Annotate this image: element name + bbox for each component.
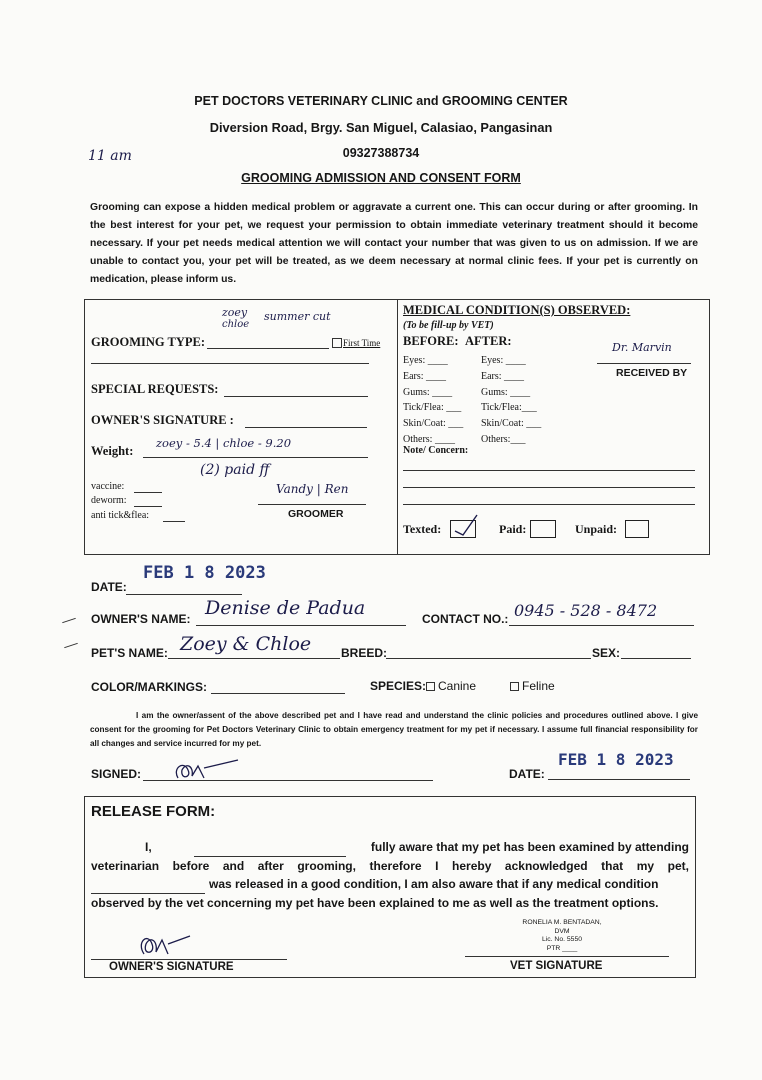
canine-checkbox[interactable] <box>426 682 435 691</box>
groomer-line[interactable] <box>258 503 366 505</box>
owner-name-label: OWNER'S NAME: <box>91 612 191 626</box>
date-line[interactable] <box>126 593 242 595</box>
release-line-4: observed by the vet concerning my pet have been explained to me as well as the treatment options. <box>91 895 659 910</box>
release-title: RELEASE FORM: <box>91 803 216 820</box>
owner-signature-mark <box>168 756 248 786</box>
grooming-type-label: GROOMING TYPE: <box>91 335 206 349</box>
groomer-label: GROOMER <box>288 508 344 520</box>
owner-signature-release-label: OWNER'S SIGNATURE <box>109 961 234 973</box>
vet-ptr: PTR ____ <box>546 944 578 952</box>
note-line-1[interactable] <box>403 469 695 471</box>
medical-title: MEDICAL CONDITION(S) OBSERVED: <box>403 303 631 317</box>
clinic-address: Diversion Road, Brgy. San Miguel, Calasiao, Pangasinan <box>209 120 553 135</box>
after-checks <box>481 353 541 448</box>
received-by-value: Dr. Marvin <box>612 341 672 354</box>
color-line[interactable] <box>211 692 345 694</box>
contact-label: CONTACT NO.: <box>422 612 509 626</box>
weight-label: Weight: <box>91 444 134 458</box>
release-line-3: was released in a good condition, I am also aware that if any medical condition <box>91 875 689 894</box>
unpaid-label: Unpaid: <box>575 522 618 536</box>
deworm-label: deworm: <box>91 495 127 506</box>
after-eyes[interactable]: Eyes: ____ <box>481 355 526 366</box>
weight-line[interactable] <box>143 456 368 458</box>
before-ears[interactable]: Ears: ____ <box>403 370 447 382</box>
vet-lic: Lic. No. 5550 <box>541 936 583 943</box>
note-line-3[interactable] <box>403 503 695 505</box>
clinic-phone: 09327388734 <box>342 146 420 160</box>
texted-label: Texted: <box>403 522 442 536</box>
owner-name-value: Denise de Padua <box>205 597 366 619</box>
clinic-name: PET DOCTORS VETERINARY CLINIC and GROOMING CENTER <box>194 94 568 108</box>
pet-name-label: PET'S NAME: <box>91 646 168 660</box>
after-skin[interactable]: Skin/Coat: ___ <box>481 418 542 430</box>
unpaid-checkbox[interactable] <box>625 520 649 538</box>
anti-tick-line[interactable] <box>163 520 185 522</box>
vet-stamp <box>514 919 610 953</box>
release-line-1: I, fully aware that my pet has been examined by attending <box>91 838 689 857</box>
texted-checkbox[interactable] <box>450 520 476 538</box>
sex-line[interactable] <box>621 657 691 659</box>
pet-name-line[interactable] <box>168 657 340 659</box>
date-label: DATE: <box>91 580 127 594</box>
breed-label: BREED: <box>341 646 388 660</box>
note-label: Note/ Concern: <box>403 445 469 456</box>
release-owner-name-line[interactable] <box>194 838 346 857</box>
intro-paragraph: Grooming can expose a hidden medical problem or aggravate a current one. This can occur during or after grooming. In the best interest for your pet, we request your permission to obtain immediate veterinary treatment should it become necessary. If your pet needs medical attention we will contact your number that was given to us on admission. If we are unable to contact you, your pet will be treated, as we deem necessary at normal clinic fees. If your pet is currently on medication, please inform us. <box>90 202 698 285</box>
color-label: COLOR/MARKINGS: <box>91 680 207 694</box>
special-requests-label: SPECIAL REQUESTS: <box>91 382 219 396</box>
special-requests-line[interactable] <box>224 395 368 397</box>
consent-paragraph: I am the owner/assent of the above described pet and I have read and understand the clinic policies and procedures outlined above. I give consent for the grooming for Pet Doctors Veterinary Clinic to obtain emergency treatment for my pet if necessary. I assume full financial responsibility for all changes and service incurred for my pet. <box>90 711 698 748</box>
groomer-name: Vandy | Ren <box>276 482 349 496</box>
after-ears[interactable]: Ears: ____ <box>481 370 525 382</box>
feline-checkbox[interactable] <box>510 682 519 691</box>
paid-note: (2) paid ff <box>200 462 270 478</box>
vet-signature-label: VET SIGNATURE <box>510 960 603 972</box>
owner-name-line[interactable] <box>196 624 406 626</box>
after-gums[interactable]: Gums: ____ <box>481 386 531 398</box>
box-divider <box>397 300 398 554</box>
before-gums[interactable]: Gums: ____ <box>403 386 453 398</box>
canine-option[interactable]: Canine <box>426 679 476 693</box>
handwritten-time: 11 am <box>88 148 132 164</box>
before-others[interactable]: Others: ____ <box>403 433 455 445</box>
grooming-type-value-cut: summer cut <box>264 310 331 323</box>
after-others[interactable]: Others:___ <box>481 433 526 445</box>
owner-signature-release-line[interactable] <box>91 958 287 960</box>
sex-label: SEX: <box>592 646 621 660</box>
note-line-2[interactable] <box>403 486 695 488</box>
contact-value: 0945 - 528 - 8472 <box>514 601 658 620</box>
release-paragraph <box>91 838 689 912</box>
release-pet-name-line[interactable] <box>91 875 205 894</box>
breed-line[interactable] <box>386 657 591 659</box>
pet-name-value: Zoey & Chloe <box>180 633 312 655</box>
date-stamp: FEB 1 8 2023 <box>143 563 266 583</box>
anti-tick-label: anti tick&flea: <box>91 510 150 521</box>
owner-signature-label: OWNER'S SIGNATURE : <box>91 413 234 427</box>
weight-value: zoey - 5.4 | chloe - 9.20 <box>156 436 292 450</box>
grooming-type-line-2[interactable] <box>91 362 369 364</box>
species-label: SPECIES: <box>370 679 427 693</box>
before-label: BEFORE: <box>403 334 459 348</box>
received-by-line[interactable] <box>597 362 691 364</box>
medical-subtitle: (To be fill-up by VET) <box>403 320 494 331</box>
signed-date-label: DATE: <box>509 767 545 781</box>
release-line-2: veterinarian before and after grooming, therefore I hereby acknowledged that my pet, <box>91 858 689 873</box>
vaccine-label: vaccine: <box>91 481 125 492</box>
grooming-type-value-chloe: chloe <box>222 319 250 330</box>
received-by-label: RECEIVED BY <box>616 367 688 379</box>
signed-label: SIGNED: <box>91 767 142 781</box>
before-eyes[interactable]: Eyes: ____ <box>403 355 448 366</box>
feline-option[interactable]: Feline <box>510 679 555 693</box>
vet-name: RONELIA M. BENTADAN, DVM <box>522 919 602 935</box>
owner-signature-line[interactable] <box>245 426 367 428</box>
contact-line[interactable] <box>509 624 694 626</box>
signed-date-stamp: FEB 1 8 2023 <box>558 750 674 769</box>
first-time-checkbox[interactable] <box>332 338 342 348</box>
grooming-type-line[interactable] <box>207 347 329 349</box>
after-label: AFTER: <box>465 334 512 348</box>
first-time-label: First Time <box>343 338 381 348</box>
tick-mark-2 <box>64 643 78 648</box>
before-checks <box>403 353 463 448</box>
check-mark-icon <box>453 513 481 537</box>
vet-signature-line[interactable] <box>465 955 669 957</box>
deworm-line[interactable] <box>134 505 162 507</box>
tick-mark-1 <box>62 618 76 623</box>
signed-date-line[interactable] <box>548 778 690 780</box>
grooming-type-value-zoey: zoey <box>222 306 248 319</box>
before-tick[interactable]: Tick/Flea: ___ <box>403 402 462 414</box>
paid-label: Paid: <box>499 522 527 536</box>
after-tick[interactable]: Tick/Flea:___ <box>481 402 537 414</box>
vaccine-line[interactable] <box>134 491 162 493</box>
form-title: GROOMING ADMISSION AND CONSENT FORM <box>241 171 521 185</box>
paid-checkbox[interactable] <box>530 520 556 538</box>
before-skin[interactable]: Skin/Coat: ___ <box>403 418 464 430</box>
